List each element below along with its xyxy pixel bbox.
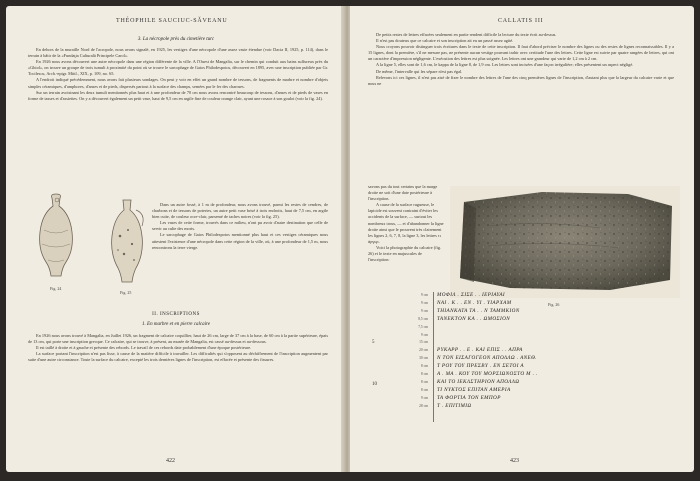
text-block-bottom (28, 333, 328, 363)
inscription-line-measure: 8,5 cm (418, 316, 428, 321)
chapter-heading: II. INSCRIPTIONS (152, 312, 200, 317)
inscription-line-text: ΜΟΦΙΛ . ΣΙΣΕ . . ΙΕΡΙΑΥΑΙ (437, 292, 506, 298)
subchapter-heading: 1. En marbre et en pierre calcaire (142, 322, 210, 327)
inscription-line (350, 317, 694, 324)
inscription-line (350, 404, 694, 411)
inscription-line (350, 388, 694, 395)
paragraph: Nous croyons pouvoir distinguer trois écritures dans le texte de cette inscription. Il faut d'abord préciser le nombre des lignes ou des restes de lignes reconnaissables. Il y a 15 lignes, dont la première, s'il ne mesure pas, ne présente aucun vestige pouvant trahir avec certitude l'une des lettres. Cette ligne est suivie par quatre rangées de lettres, qui ont un caractère d'impression négligente. L'exécution des lettres est plus soignée. Les lettres ont une grandeur qui varie de 1,2 cm à 2 cm. (368, 44, 674, 62)
paragraph: Il n'est pas douteux que ce calcaire et son inscription ait eu un passé assez agité. (376, 38, 514, 44)
inscription-line-measure: 8 cm (420, 379, 428, 384)
inscription-line-measure: 9 cm (420, 395, 428, 400)
text-column-beside-photo (368, 184, 444, 263)
inscription-line-measure: 9 cm (420, 332, 428, 337)
inscription-line (350, 333, 694, 340)
inscription-line-text: ΤΑ ΦΟΡΤΙΑ ΤΟΝ ΕΜΠΟΡ (437, 394, 501, 401)
figure-26-limestone-photo (450, 186, 680, 298)
running-head-right: CALLATIS III (498, 18, 544, 24)
inscription-line (350, 301, 694, 308)
section-title: 3. La nécropole près du cimetière turc (137, 37, 215, 42)
page-number-right: 423 (510, 458, 519, 464)
page-number-left: 422 (166, 458, 175, 464)
inscription-line-measure: 28 cm (419, 403, 428, 408)
inscription-line-text: Α . ΜΑ . ΚΟΥ ΤΟΥ ΜΟΡΣΙΩΝΟΣΤΟ Μ . . (437, 371, 538, 377)
running-head-left: THÉOPHILE SAUCIUC-SĂVEANU (116, 18, 228, 24)
inscription-line-text: ΡΥΚΑΡΡ . . Ε . ΚΑΙ ΕΠΙΣ . . ΑΠΡΑ (437, 347, 523, 354)
paragraph: Les vases de cette forme, trouvés dans ce milieu, n'ont pu avoir d'autre destination que celle de servir au culte des morts. (152, 220, 328, 232)
figure-25-vase (100, 196, 154, 288)
paragraph: Dans un autre fossé, à 1 m de profondeur, nous avons trouvé, parmi les restes de cendres, de charbons et de tessons de poteries, un autre petit vase brisé à trois endroits, haut de 7,5 cm, en argile bien cuite, de couleur ocre-clair, parsemé de taches noires (voir la fig. 25). (152, 202, 328, 220)
inscription-line-text: Τ ΡΟΥ ΤΟΥ ΠΡΕΣΒΥ . ΕΝ ΣΕΤΟΙ Α (437, 363, 525, 370)
inscription-line (350, 380, 694, 387)
inscription-line-measure: 30 cm (419, 356, 428, 361)
text-block-beside-figures (152, 202, 328, 250)
inscription-line-text: Ν ΤΟΝ ΕΙΣΑΓΟΓΕΟΝ ΑΠΟΛΛΩ . ΑΝΕΘ. (437, 355, 537, 362)
paragraph: A la ligne 5, elles sont de 1,6 cm, le kappa de la ligne 8, de 1,9 cm. Les lettres sont incisées d'une façon irrégulière; elles présentent un aspect négligé. (376, 62, 634, 68)
paragraph: A l'endroit indiqué précédemment, nous avons fait plusieurs sondages. On peut y voir en effet un grand nombre de tessons, de fragments de marbre et nombre d'objets simples céramiques, d'amphores, d'anses et de pieds, dispersés partout à la surface des champs, semées par le fer des charrues. (28, 77, 328, 89)
right-page (350, 6, 694, 472)
inscription-line-measure: 7,5 cm (418, 324, 428, 329)
inscription-line-text: ΤΗΙΑΝΚΑΤΑ ΤΑ . . Ν ΤΑΜΜΚΙΟΝ (437, 307, 520, 314)
paragraph: Sur un terrain avoisinant les deux tumuli mentionnés plus haut et à une profondeur de 70 cm nous avons rencontré beaucoup de tessons, d'anses et de pieds de vases en forme de tasses et d'assiettes. On y a découvert également un petit vase, haut de 9,5 cm en argile fine de couleur orange clair, ayant une rosace à son goulot (voir la fig. 24). (28, 89, 328, 101)
paragraph: La surface portant l'inscription n'est pas lisse, à cause de la matière difficile à travailler. Les difficultés qui s'opposent au déchiffrement de l'inscription augmentent par suite d'une autre circonstance. Toute la surface du calcaire, excepté les trois dernières lignes de l'inscription, est effacée et présente des fissures. (28, 351, 328, 363)
inscription-line-measure: 8 cm (420, 387, 428, 392)
inscription-line-measure: 9 cm (420, 308, 428, 313)
paragraph: Relevons ici ces lignes, il n'est pas aisé de fixer le nombre des lettres de l'une des cinq premières lignes de l'inscription, d'autant plus que la largeur du calcaire varie et que nous ne (368, 74, 674, 86)
paragraph: Le sarcophage de Gaios Philodespotos mentionné plus haut et ces vestiges céramiques nous attestent l'existence d'une nécropole dans cette région de la ville, où, à une profondeur de 1,5 m, nous rencontrons la terre vierge. (152, 232, 328, 250)
inscription-line (350, 325, 694, 332)
inscription-line-text: ΤΑΝΕΚΤΟΝ ΚΑ . . ΩΜΟΣΙΟΝ (437, 315, 511, 322)
figure-24-vase (26, 192, 86, 284)
left-page (6, 6, 344, 472)
paragraph: Il est taillé à droite et à gauche et présente des rebords. Le travail de ces rebords date probablement d'une époque postérieure. (36, 345, 252, 351)
line-number: 10 (372, 382, 377, 387)
inscription-line (350, 309, 694, 316)
inscription-line (350, 372, 694, 379)
paragraph: savons pas du tout certains que la marge droite ne soit d'une date postérieure à l'inscription. (368, 184, 438, 202)
inscription-line-text: ΚΑΙ ΤΟ ΙΕΚΛΣΤΗΡΙΟΝ ΑΠΟΛΛΩ (437, 378, 520, 385)
inscription-line-text: ΤΙ ΝΥΚΤΟΣ ΕΠΙΤΑΝ ΑΜΕΡΙΑ (437, 386, 511, 393)
inscription-line-measure: 20 cm (419, 348, 428, 353)
fig24-caption: Fig. 24 (50, 286, 62, 291)
line-number: 5 (372, 340, 375, 345)
paragraph: A cause de la surface rugueuse, le lapicide est souvent contraint d'éviter les accidents de la surface, — surtout les nombreux trous, — et d'abandonner la ligne droite ainsi que le prouvent très clairement les lignes 2, 6, 7, 8, la ligne 3, les lettres τι ἀργυρ. (368, 202, 444, 244)
inscription-line-measure: 8 cm (420, 364, 428, 369)
inscription-line (350, 293, 694, 300)
paragraph: En dehors de la muraille Nord de l'acropole, nous avons signalé, en 1925, les vestiges d'une nécropole d'une assez vaste étendue (voir Dacia II, 1925, p. 114), dans le terrain à bâtir de la «Fundaţia Culturală Principele Carol». (28, 47, 328, 59)
inscription-line-measure: 15 cm (419, 340, 428, 345)
text-block-top (368, 32, 674, 87)
inscription-line (350, 396, 694, 403)
inscription-line-measure: 9 cm (420, 300, 428, 305)
paragraph: De même, l'intervalle qui les sépare n'est pas égal. (376, 68, 463, 74)
paragraph: En 1926 nous avons trouvé à Mangalia, en Juillet 1926, un fragment de calcaire coquillier, haut de 26 cm, large de 37 cm à la base, de 60 cm à la partie supérieure, épais de 13 cm, qui porte une inscription grecque. Ce calcaire, qui se trouve, à présent, au musée de Mangalia, est cassé au-dessus et au-dessous. (28, 333, 328, 345)
fig26-caption: Fig. 26 (548, 302, 560, 307)
paragraph: En 1926 nous avons découvert une autre nécropole dans une région différente de la ville. A l'Ouest de Mangalia, sur le chemin qui conduit aux bains sulfureux près du «Ghiol», on trouve un groupe de trois tumuli à proximité du point où se trouve le sarcophage de Gaios Philodespotos, découvert en 1895, avec une inscription publiée par Gr. Tocilescu, Arch.-epigr. Mittl., XIX, p. 109, no. 65. (28, 59, 328, 77)
inscription-line-text: Τ . ΕΠΙΤΙΜΙΩ (437, 402, 472, 409)
paragraph: De petits restes de lettres effacées seulement en partie rendent difficile la lecture du texte écrit au-dessus. (376, 32, 557, 37)
fig25-caption: Fig. 25 (120, 290, 132, 295)
paragraph: Voici la photographie du calcaire (fig. 26) et le texte en majuscules de l'inscription: (368, 244, 442, 263)
inscription-line-measure: 8 cm (420, 372, 428, 376)
text-block-top (28, 47, 328, 101)
inscription-line-text: ΝΑΙ . Κ . . ΕΝ . ΥΙ . ΥΙΑΡΧΑΜ (437, 299, 512, 306)
inscription-line-measure: 9 cm (420, 293, 428, 297)
